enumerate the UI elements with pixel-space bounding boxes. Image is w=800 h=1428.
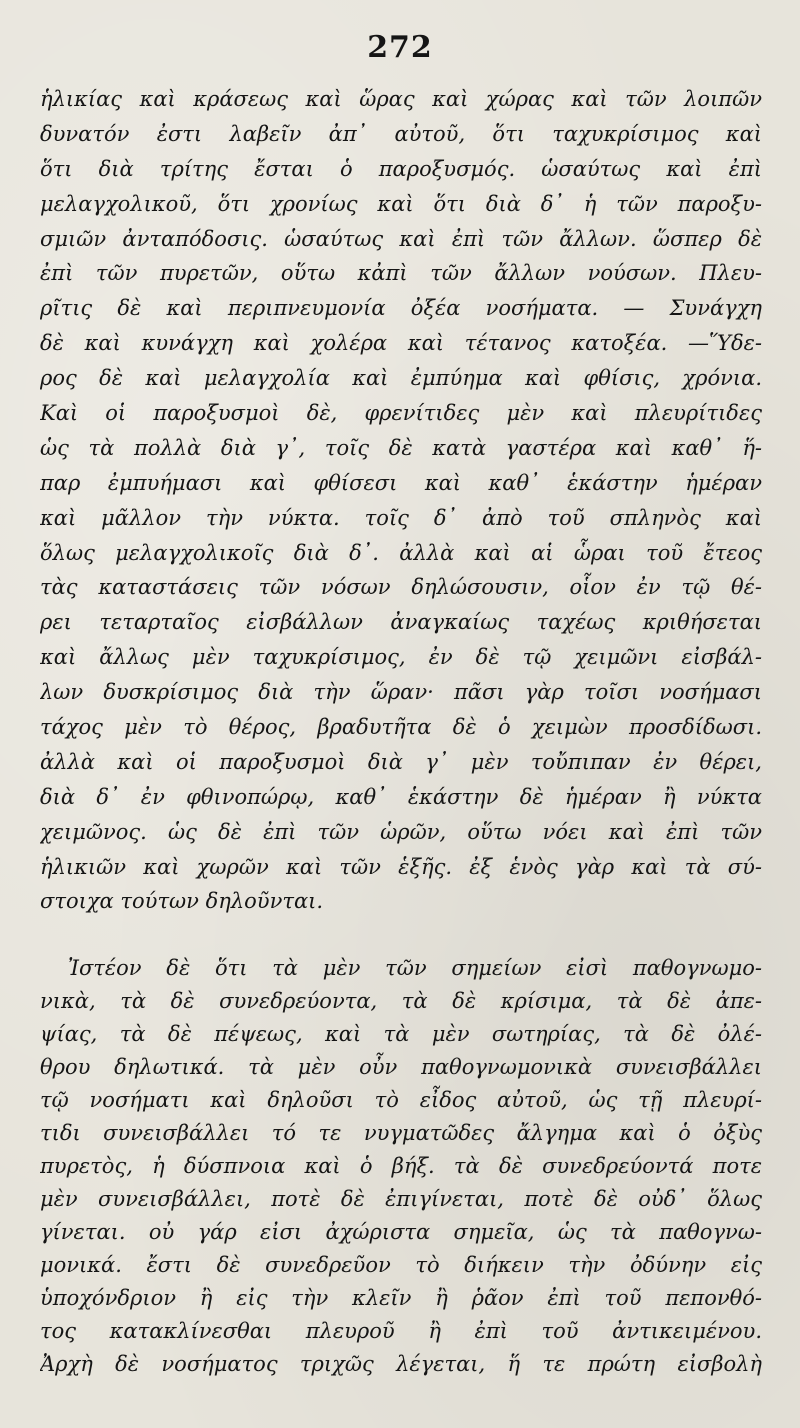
text-line: ρος δὲ καὶ μελαγχολία καὶ ἐμπύημα καὶ φθίσις, χρόνια. <box>40 366 762 391</box>
text-line: μὲν συνεισβάλλει, ποτὲ δὲ ἐπιγίνεται, ποτὲ δὲ οὐδ᾽ ὅλως <box>40 1187 762 1211</box>
text-line: καὶ μᾶλλον τὴν νύκτα. τοῖς δ᾽ ἀπὸ τοῦ σπληνὸς καὶ <box>40 505 762 530</box>
text-line: ἡλικιῶν καὶ χωρῶν καὶ τῶν ἑξῆς. ἐξ ἑνὸς γὰρ καὶ τὰ σύ- <box>40 854 762 879</box>
text-line: ὅτι διὰ τρίτης ἔσται ὁ παροξυσμός. ὡσαύτως καὶ ἐπὶ <box>40 156 762 181</box>
text-line: ἐπὶ τῶν πυρετῶν, οὕτω κἀπὶ τῶν ἄλλων νούσων. Πλευ- <box>40 261 762 286</box>
text-line: Ἀρχὴ δὲ νοσήματος τριχῶς λέγεται, ἥ τε πρώτη εἰσβολὴ <box>40 1352 762 1376</box>
text-line: ὡς τὰ πολλὰ διὰ γ᾽, τοῖς δὲ κατὰ γαστέρα καὶ καθ᾽ ἥ- <box>40 435 762 460</box>
text-line: τῷ νοσήματι καὶ δηλοῦσι τὸ εἶδος αὐτοῦ, ὡς τῇ πλευρί- <box>40 1088 762 1112</box>
text-line: ὑποχόνδριον ἢ εἰς τὴν κλεῖν ἢ ῥᾶον ἐπὶ τοῦ πεπονθό- <box>40 1286 762 1310</box>
text-line: Καὶ οἱ παροξυσμοὶ δὲ, φρενίτιδες μὲν καὶ πλευρίτιδες <box>40 401 762 426</box>
text-line: ψίας, τὰ δὲ πέψεως, καὶ τὰ μὲν σωτηρίας, τὰ δὲ ὀλέ- <box>40 1022 762 1046</box>
text-line: τιδι συνεισβάλλει τό τε νυγματῶδες ἄλγημα καὶ ὁ ὀξὺς <box>40 1121 762 1145</box>
text-line: χειμῶνος. ὡς δὲ ἐπὶ τῶν ὡρῶν, οὕτω νόει καὶ ἐπὶ τῶν <box>40 819 762 844</box>
text-line: γίνεται. οὐ γάρ εἰσι ἀχώριστα σημεῖα, ὡς τὰ παθογνω- <box>40 1220 762 1244</box>
page-number: 272 <box>367 30 433 65</box>
paragraph-1 <box>40 82 762 919</box>
text-line: τος κατακλίνεσθαι πλευροῦ ἢ ἐπὶ τοῦ ἀντικειμένου. <box>40 1319 762 1343</box>
paragraph-2 <box>40 952 762 1381</box>
text-line: ρει τεταρταῖος εἰσβάλλων ἀναγκαίως ταχέως κριθήσεται <box>40 610 762 635</box>
text-line: ἀλλὰ καὶ οἱ παροξυσμοὶ διὰ γ᾽ μὲν τοὔπιπαν ἐν θέρει, <box>40 749 762 774</box>
text-line: λων δυσκρίσιμος διὰ τὴν ὥραν· πᾶσι γὰρ τοῖσι νοσήμασι <box>40 680 762 705</box>
text-line: θρου δηλωτικά. τὰ μὲν οὖν παθογνωμονικὰ συνεισβάλλει <box>40 1055 762 1079</box>
text-line: δυνατόν ἐστι λαβεῖν ἀπ᾽ αὐτοῦ, ὅτι ταχυκρίσιμος καὶ <box>40 121 762 146</box>
text-line: ἡλικίας καὶ κράσεως καὶ ὥρας καὶ χώρας καὶ τῶν λοιπῶν <box>40 87 762 111</box>
text-line: στοιχα τούτων δηλοῦνται. <box>40 889 324 914</box>
text-line: Ἰστέον δὲ ὅτι τὰ μὲν τῶν σημείων εἰσὶ παθογνωμο- <box>68 956 762 980</box>
text-line: μελαγχολικοῦ, ὅτι χρονίως καὶ ὅτι διὰ δ᾽ ἡ τῶν παροξυ- <box>40 191 762 216</box>
text-line: μονικά. ἔστι δὲ συνεδρεῦον τὸ διήκειν τὴν ὀδύνην εἰς <box>40 1253 762 1277</box>
text-line: καὶ ἄλλως μὲν ταχυκρίσιμος, ἐν δὲ τῷ χειμῶνι εἰσβάλ- <box>40 645 762 670</box>
text-line: τὰς καταστάσεις τῶν νόσων δηλώσουσιν, οἷον ἐν τῷ θέ- <box>40 575 762 600</box>
text-line: διὰ δ᾽ ἐν φθινοπώρῳ, καθ᾽ ἑκάστην δὲ ἡμέραν ἢ νύκτα <box>40 784 762 809</box>
text-line: νικὰ, τὰ δὲ συνεδρεύοντα, τὰ δὲ κρίσιμα, τὰ δὲ ἀπε- <box>40 989 762 1013</box>
text-line: σμιῶν ἀνταπόδοσις. ὡσαύτως καὶ ἐπὶ τῶν ἄλλων. ὥσπερ δὲ <box>40 226 762 251</box>
text-line: ὅλως μελαγχολικοῖς διὰ δ᾽. ἀλλὰ καὶ αἱ ὧραι τοῦ ἔτεος <box>40 540 762 565</box>
text-line: δὲ καὶ κυνάγχη καὶ χολέρα καὶ τέτανος κατοξέα. —Ὕδε- <box>40 331 762 356</box>
text-line: πυρετὸς, ἡ δύσπνοια καὶ ὁ βήξ. τὰ δὲ συνεδρεύοντά ποτε <box>40 1154 762 1178</box>
text-line: ρῖτις δὲ καὶ περιπνευμονία ὀξέα νοσήματα. — Συνάγχη <box>40 296 762 321</box>
text-line: τάχος μὲν τὸ θέρος, βραδυτῆτα δὲ ὁ χειμὼν προσδίδωσι. <box>40 715 762 740</box>
text-line: παρ ἐμπυήμασι καὶ φθίσεσι καὶ καθ᾽ ἑκάστην ἡμέραν <box>40 470 762 495</box>
